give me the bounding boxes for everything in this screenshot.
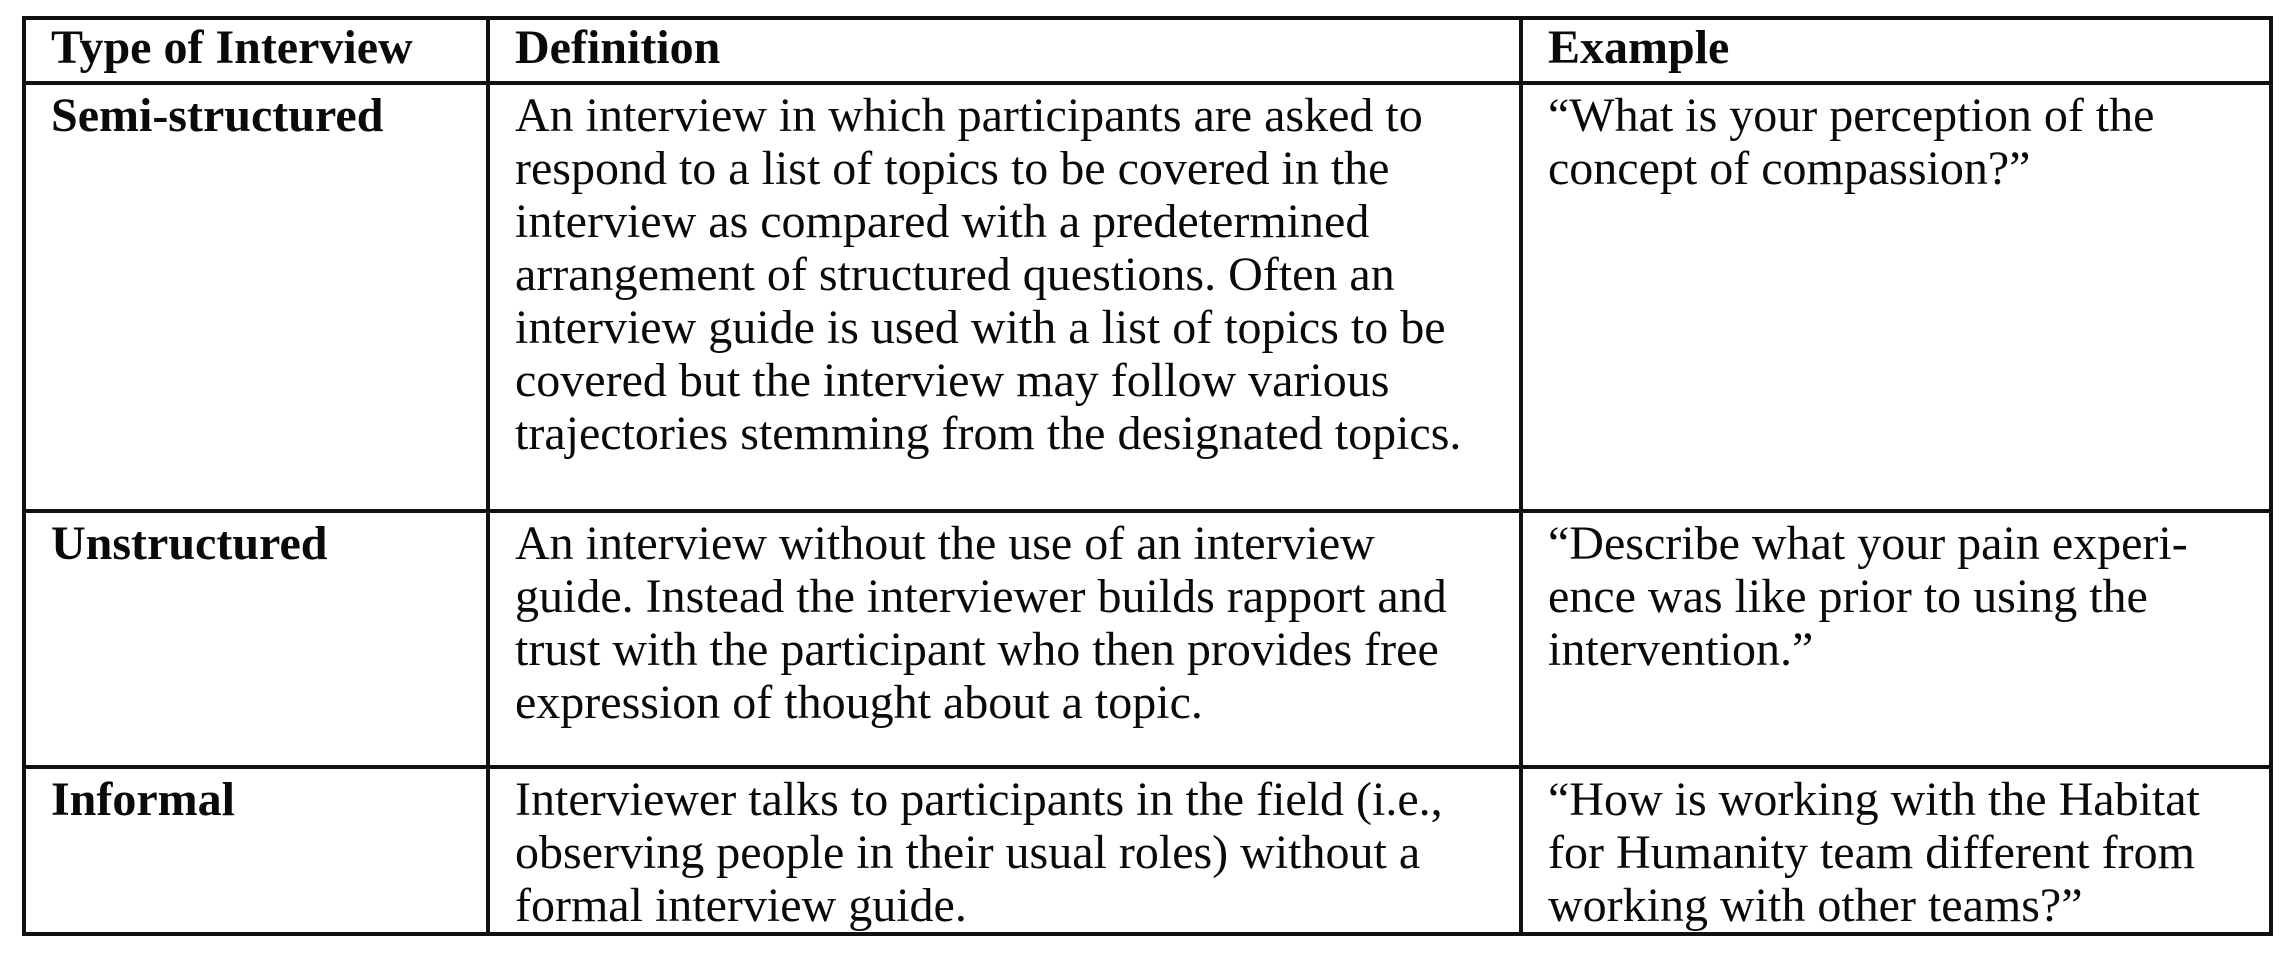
row-definition: Interviewer talks to participants in the field (i.e., observing people in their usual roles) without a formal interview guide. (488, 767, 1521, 934)
row-type: Informal (24, 767, 488, 934)
row-type: Semi-structured (24, 83, 488, 511)
interview-types-table-container (22, 16, 2273, 936)
row-type: Unstructured (24, 511, 488, 767)
table-row (24, 511, 2271, 767)
header-type: Type of Interview (24, 18, 488, 83)
header-example: Example (1521, 18, 2271, 83)
table-row (24, 767, 2271, 934)
row-definition: An interview in which participants are asked to respond to a list of topics to be covered in the interview as compared with a predetermined arrangement of structured questions. Often an interview guide is used with a list of topics to be covered but the interview may follow various trajectories stemming from the designated topics. (488, 83, 1521, 511)
row-example: “How is working with the Habitat for Humanity team different from working with other teams?” (1521, 767, 2271, 934)
row-definition: An interview without the use of an interview guide. Instead the interviewer builds rapport and trust with the participant who then provides free expression of thought about a topic. (488, 511, 1521, 767)
table-header-row (24, 18, 2271, 83)
header-definition: Definition (488, 18, 1521, 83)
row-example: “Describe what your pain experi-ence was like prior to using the intervention.” (1521, 511, 2271, 767)
table-row (24, 83, 2271, 511)
row-example: “What is your perception of the concept of compassion?” (1521, 83, 2271, 511)
interview-types-table (22, 16, 2273, 936)
